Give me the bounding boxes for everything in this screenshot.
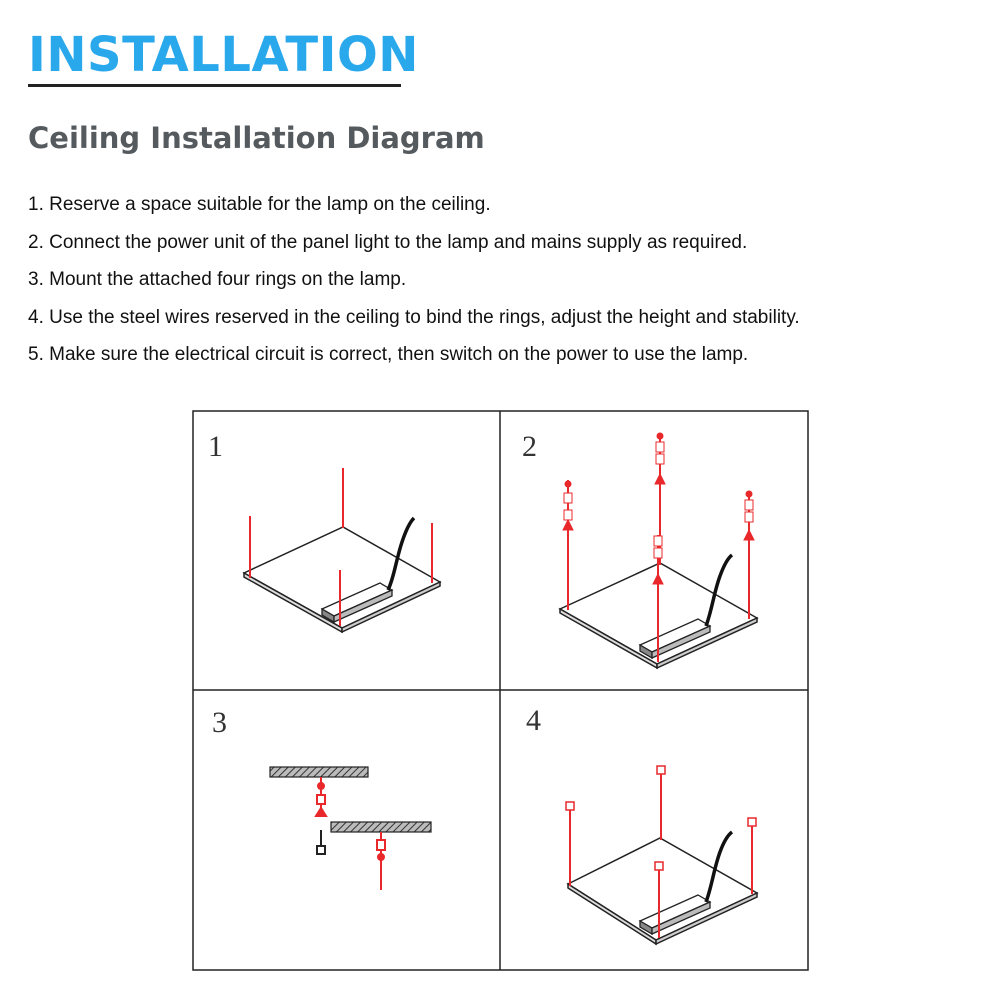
diagram-panel-1 (208, 430, 440, 632)
diagram-panel-4 (526, 704, 757, 944)
instruction-step: 4. Use the steel wires reserved in the ceiling to bind the rings, adjust the height and stability. (28, 306, 800, 328)
instruction-list (28, 190, 800, 378)
panel-number: 1 (208, 430, 223, 463)
hanging-rings (316, 777, 385, 890)
section-subtitle: Ceiling Installation Diagram (28, 121, 485, 155)
instruction-step: 2. Connect the power unit of the panel light to the lamp and mains supply as required. (28, 231, 748, 253)
ceiling-slab (331, 822, 431, 832)
panel-number: 4 (526, 704, 541, 737)
instruction-step: 5. Make sure the electrical circuit is correct, then switch on the power to use the lamp. (28, 344, 749, 365)
page-title: INSTALLATION (28, 27, 419, 83)
anchor-bolt (317, 830, 325, 854)
instruction-step: 3. Mount the attached four rings on the lamp. (28, 269, 407, 290)
installation-diagram (192, 410, 810, 973)
diagram-panel-2 (522, 430, 757, 668)
panel-number: 3 (212, 706, 227, 739)
instruction-step: 1. Reserve a space suitable for the lamp on the ceiling. (28, 194, 491, 215)
diagram-panel-3 (212, 706, 431, 890)
panel-number: 2 (522, 430, 537, 463)
title-underline (28, 84, 401, 87)
ceiling-slab (270, 767, 368, 777)
